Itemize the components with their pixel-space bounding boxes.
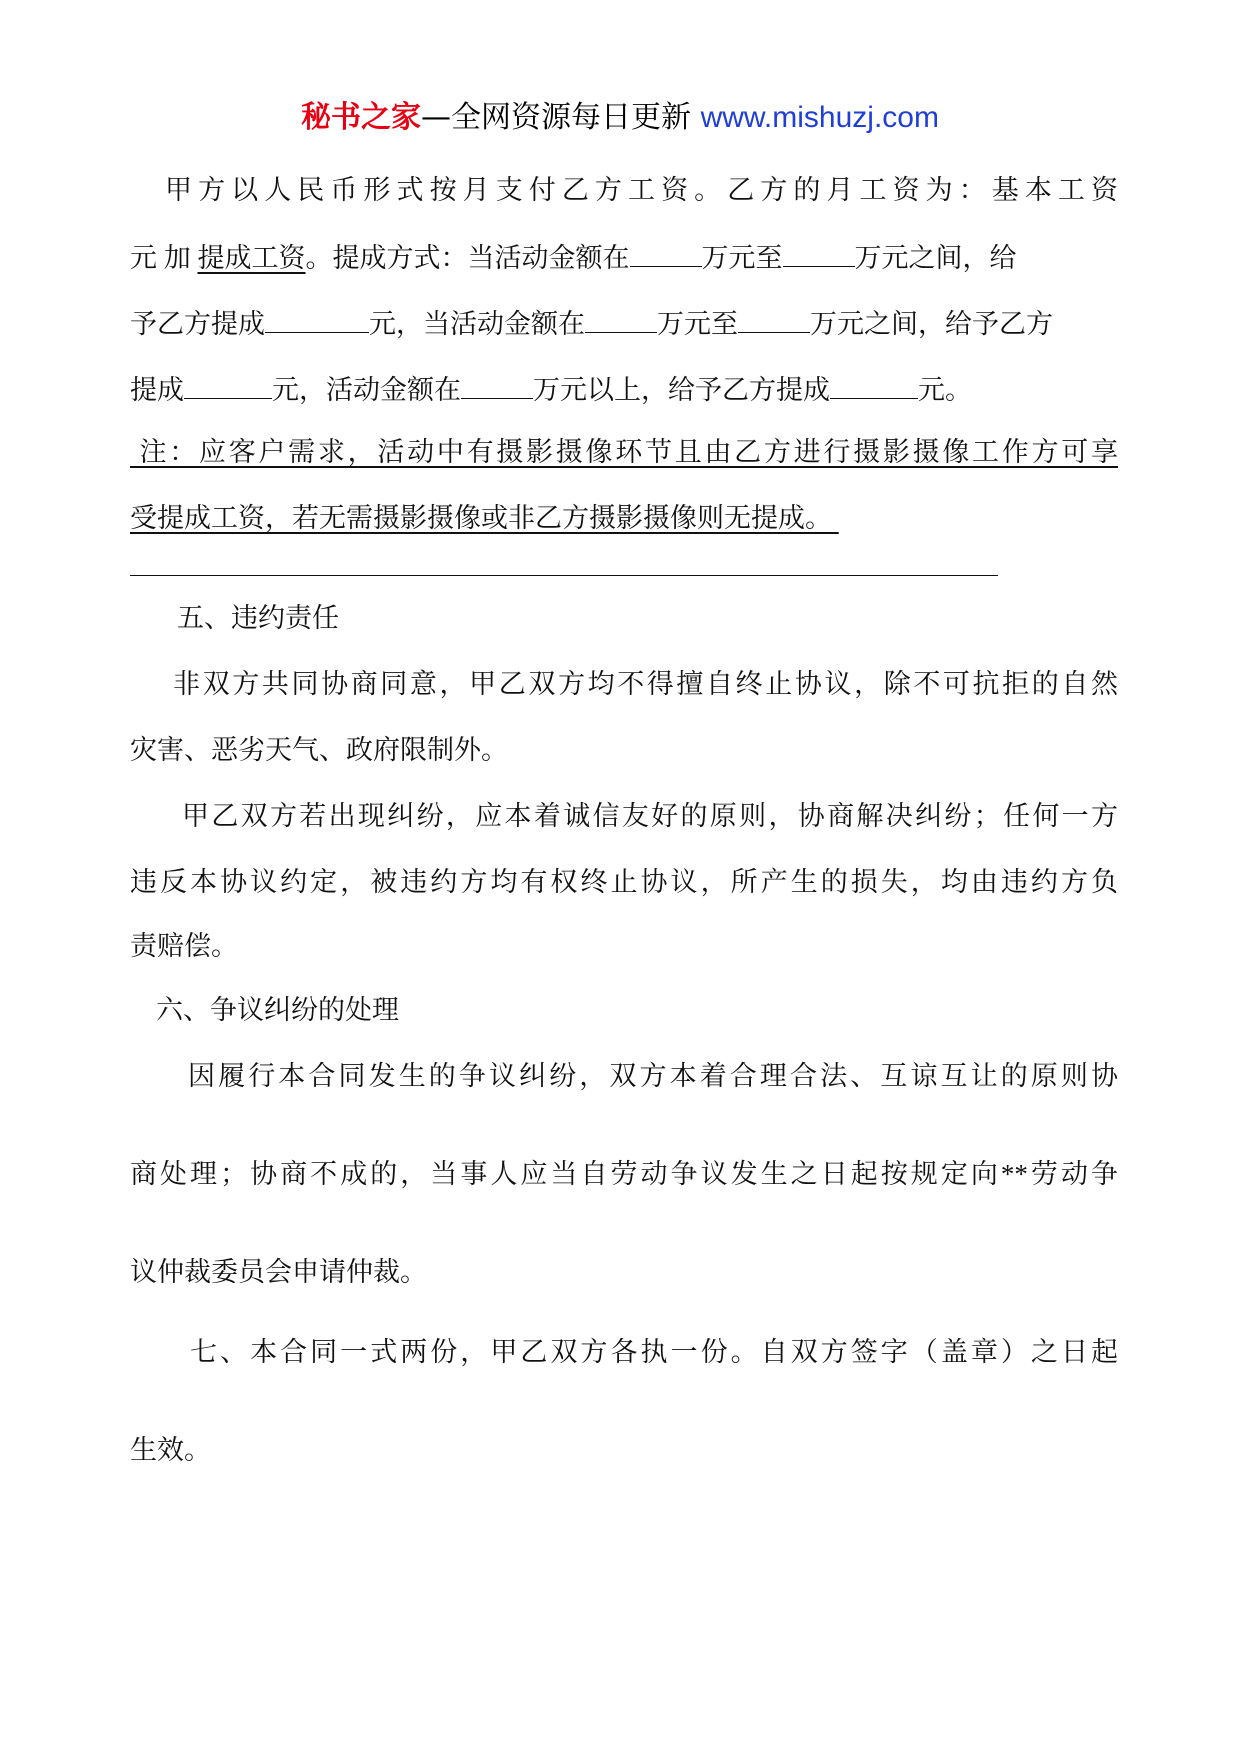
salary-text: 万元之间，给 xyxy=(854,243,1017,273)
salary-text: 万元至 xyxy=(657,309,738,339)
section5-p2-line2: 违反本协议约定，被违约方均有权终止协议，所产生的损失，均由违约方负 xyxy=(130,867,1118,897)
section5-heading: 五、违约责任 xyxy=(177,603,339,633)
amount-blank xyxy=(265,302,369,333)
salary-text: 元。 xyxy=(918,375,972,405)
note-line-2: 受提成工资，若无需摄影摄像或非乙方摄影摄像则无提成。 xyxy=(130,503,839,533)
salary-text: 万元以上，给予乙方提成 xyxy=(533,375,830,405)
section6-line2: 商处理；协商不成的，当事人应当自劳动争议发生之日起按规定向**劳动争 xyxy=(130,1159,1118,1189)
salary-text: 元，活动金额在 xyxy=(272,375,461,405)
salary-line-1: 甲方以人民币形式按月支付乙方工资。乙方的月工资为：基本工资 xyxy=(165,175,1118,205)
amount-blank xyxy=(783,236,855,267)
site-url[interactable]: www.mishuzj.com xyxy=(700,101,939,134)
header-slogan: —全网资源每日更新 xyxy=(421,100,692,135)
amount-blank xyxy=(630,236,702,267)
salary-text: 万元至 xyxy=(701,243,783,273)
salary-text: 元，当活动金额在 xyxy=(369,309,585,339)
salary-text: 。提成方式：当活动金额在 xyxy=(305,243,630,273)
amount-blank xyxy=(738,302,810,333)
section5-p2-line1: 甲乙双方若出现纠纷，应本着诚信友好的原则，协商解决纠纷；任何一方 xyxy=(182,801,1118,831)
section6-line1: 因履行本合同发生的争议纠纷，双方本着合理合法、互谅互让的原则协 xyxy=(188,1061,1118,1091)
amount-blank xyxy=(585,302,657,333)
brand-name: 秘书之家 xyxy=(301,100,422,135)
site-header xyxy=(0,98,1240,138)
salary-line-2 xyxy=(130,236,1118,278)
salary-text: 提成 xyxy=(130,375,184,405)
section5-p1-line2: 灾害、恶劣天气、政府限制外。 xyxy=(130,735,508,765)
salary-line-3 xyxy=(130,302,1118,344)
note-line-1: 注：应客户需求，活动中有摄影摄像环节且由乙方进行摄影摄像工作方可享 xyxy=(130,437,1118,467)
section6-heading: 六、争议纠纷的处理 xyxy=(156,995,399,1025)
section5-p1-line1: 非双方共同协商同意，甲乙双方均不得擅自终止协议，除不可抗拒的自然 xyxy=(173,669,1118,699)
section7-line1: 七、本合同一式两份，甲乙双方各执一份。自双方签字（盖章）之日起 xyxy=(190,1337,1118,1367)
amount-blank xyxy=(830,368,918,399)
commission-label: 提成工资 xyxy=(197,243,306,273)
section7-line2: 生效。 xyxy=(130,1435,211,1465)
salary-text: 予乙方提成 xyxy=(130,309,265,339)
salary-text: 万元之间，给予乙方 xyxy=(810,309,1053,339)
amount-blank xyxy=(461,368,533,399)
signature-rule xyxy=(130,575,998,576)
section5-p2-line3: 责赔偿。 xyxy=(130,931,238,961)
salary-line-4 xyxy=(130,368,1118,410)
amount-blank xyxy=(184,368,272,399)
salary-text: 元 加 xyxy=(130,243,198,273)
section6-line3: 议仲裁委员会申请仲裁。 xyxy=(130,1257,427,1287)
